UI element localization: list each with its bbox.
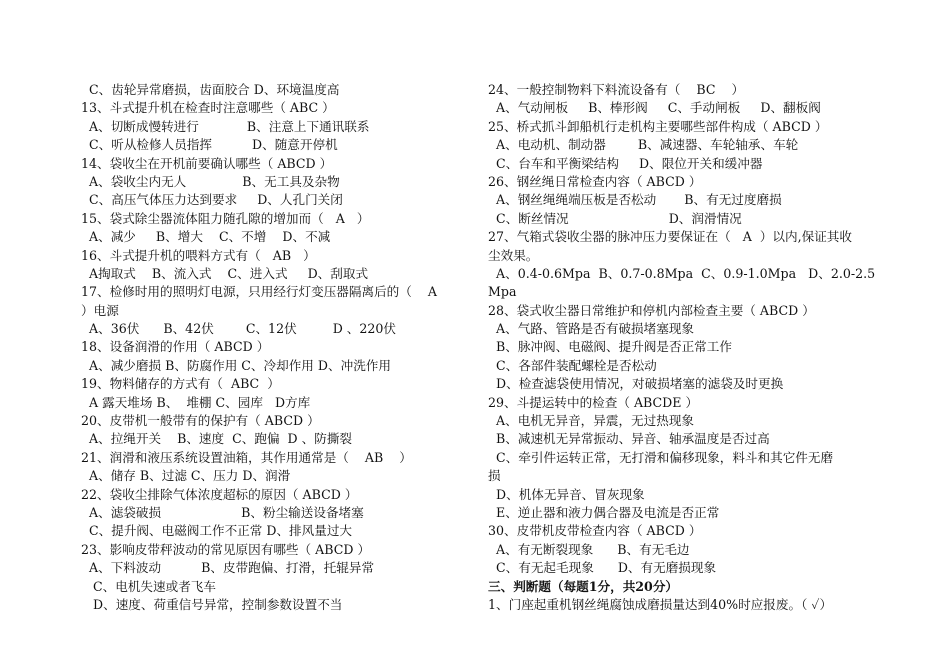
text-line: A、电动机、制动器 B、减速器、车轮轴承、车轮 <box>488 137 799 153</box>
text-line: E、逆止器和液力偶合器及电流是否正常 <box>488 504 720 520</box>
question-20: 20、皮带机一般带有的保护有（ ABCD ） <box>81 413 320 429</box>
question-25: 25、桥式抓斗卸船机行走机构主要哪些部件构成（ ABCD ） <box>488 118 828 134</box>
question-19: 19、物料储存的方式有（ ABC ） <box>81 376 280 392</box>
text-line: C、齿轮异常磨损，齿面胶合 D、环境温度高 <box>81 82 340 97</box>
text-line: C、断丝情况 D、润滑情况 <box>488 210 742 226</box>
text-line: A、拉绳开关 B、速度 C、跑偏 D 、防撕裂 <box>81 431 353 447</box>
text-line: C、有无起毛现象 D、有无磨损现象 <box>488 560 717 576</box>
text-line: C、牵引件运转正常，无打滑和偏移现象，料斗和其它件无磨 <box>488 449 834 465</box>
text-line: A、钢丝绳绳端压板是否松动 B、有无过度磨损 <box>488 192 782 208</box>
question-24: 24、一般控制物料下料流设备有（ BC ） <box>488 82 745 97</box>
text-line: A、有无断裂现象 B、有无毛边 <box>488 541 690 557</box>
text-line: B、减速机无异常振动、异音、轴承温度是否过高 <box>488 431 770 447</box>
text-line: B、脉冲阀、电磁阀、提升阀是否正常工作 <box>488 339 732 355</box>
question-16: 16、斗式提升机的喂料方式有（ AB ） <box>81 247 316 263</box>
text-line: C、台车和平衡梁结构 D、限位开关和缓冲器 <box>488 155 763 171</box>
text-line: A、减少磨损 B、防腐作用 C、冷却作用 D、冲洗作用 <box>81 357 391 373</box>
text-line: A、切断成慢转进行 B、注意上下通讯联系 <box>81 118 370 134</box>
question-30: 30、皮带机皮带检查内容（ ABCD ） <box>488 523 702 539</box>
text-line: D、机体无异音、冒灰现象 <box>488 486 645 502</box>
question-27: 27、气箱式袋收尘器的脉冲压力要保证在（ A ）以内,保证其收 <box>488 229 852 245</box>
text-line: A、袋收尘内无人 B、无工具及杂物 <box>81 173 340 189</box>
text-line: A、滤袋破损 B、粉尘输送设备堵塞 <box>81 504 364 520</box>
text-line: C、提升阀、电磁阀工作不正常 D、排风量过大 <box>81 523 353 539</box>
section-heading: 三、判断题（每题1分，共20分） <box>488 578 679 594</box>
text-line: C、电机失速或者飞车 <box>81 578 216 594</box>
text-line: A、储存 B、过滤 C、压力 D、润滑 <box>81 468 291 484</box>
question-23: 23、影响皮带秤波动的常见原因有哪些（ ABCD ） <box>81 541 371 557</box>
text-line: A、0.4-0.6Mpa B、0.7-0.8Mpa C、0.9-1.0Mpa D、2.0-2.5 <box>488 265 876 281</box>
question-18: 18、设备润滑的作用（ ABCD ） <box>81 339 270 355</box>
text-line: D、检查滤袋使用情况，对破损堵塞的滤袋及时更换 <box>488 376 784 392</box>
text-line: D、速度、荷重信号异常，控制参数设置不当 <box>81 596 343 612</box>
question-28: 28、袋式收尘器日常维护和停机内部检查主要（ ABCD ） <box>488 302 815 318</box>
question-14: 14、袋收尘在开机前要确认哪些（ ABCD ） <box>81 155 333 171</box>
text-line: C、高压气体压力达到要求 D、人孔门关闭 <box>81 192 343 208</box>
text-line: A掏取式 B、流入式 C、进入式 D、刮取式 <box>81 265 369 281</box>
question-21: 21、润滑和液压系统设置油箱，其作用通常是（ AB ） <box>81 449 412 465</box>
text-line: C、各部件装配螺栓是否松动 <box>488 357 657 373</box>
question-13: 13、斗式提升机在检查时注意哪些（ ABC ） <box>81 100 335 116</box>
text-line: A 露天堆场 B、 堆棚 C、园库 D方库 <box>81 394 311 410</box>
text-line: ）电源 <box>81 302 119 318</box>
text-line: A、减少 B、增大 C、不增 D、不减 <box>81 229 331 245</box>
text-line: C、听从检修人员指挥 D、随意开停机 <box>81 137 338 153</box>
question-22: 22、袋收尘排除气体浓度超标的原因（ ABCD ） <box>81 486 358 502</box>
question-26: 26、钢丝绳日常检查内容（ ABCD ） <box>488 173 702 189</box>
right-column <box>488 81 876 614</box>
text-line: A、36伏 B、42伏 C、12伏 D 、220伏 <box>81 321 397 337</box>
left-column <box>81 81 469 614</box>
text-line: Mpa <box>488 284 517 300</box>
judgment-question-1: 1、门座起重机钢丝绳腐蚀成磨损量达到40%时应报废。（ ✓） <box>488 596 833 612</box>
text-line: 损 <box>488 468 501 484</box>
text-line: A、气动闸板 B、棒形阀 C、手动闸板 D、翻板阀 <box>488 100 821 116</box>
text-line: A、电机无异音，异震，无过热现象 <box>488 413 695 429</box>
text-line: 尘效果。 <box>488 247 539 263</box>
question-17: 17、检修时用的照明灯电源，只用经行灯变压器隔离后的（ A <box>81 284 437 300</box>
question-29: 29、斗提运转中的检查（ ABCDE ） <box>488 394 699 410</box>
text-line: A、气路、管路是否有破损堵塞现象 <box>488 321 695 337</box>
text-line: A、下料波动 B、皮带跑偏、打滑，托辊异常 <box>81 560 375 576</box>
question-15: 15、袋式除尘器流体阻力随孔隙的增加而（ A ） <box>81 210 370 226</box>
